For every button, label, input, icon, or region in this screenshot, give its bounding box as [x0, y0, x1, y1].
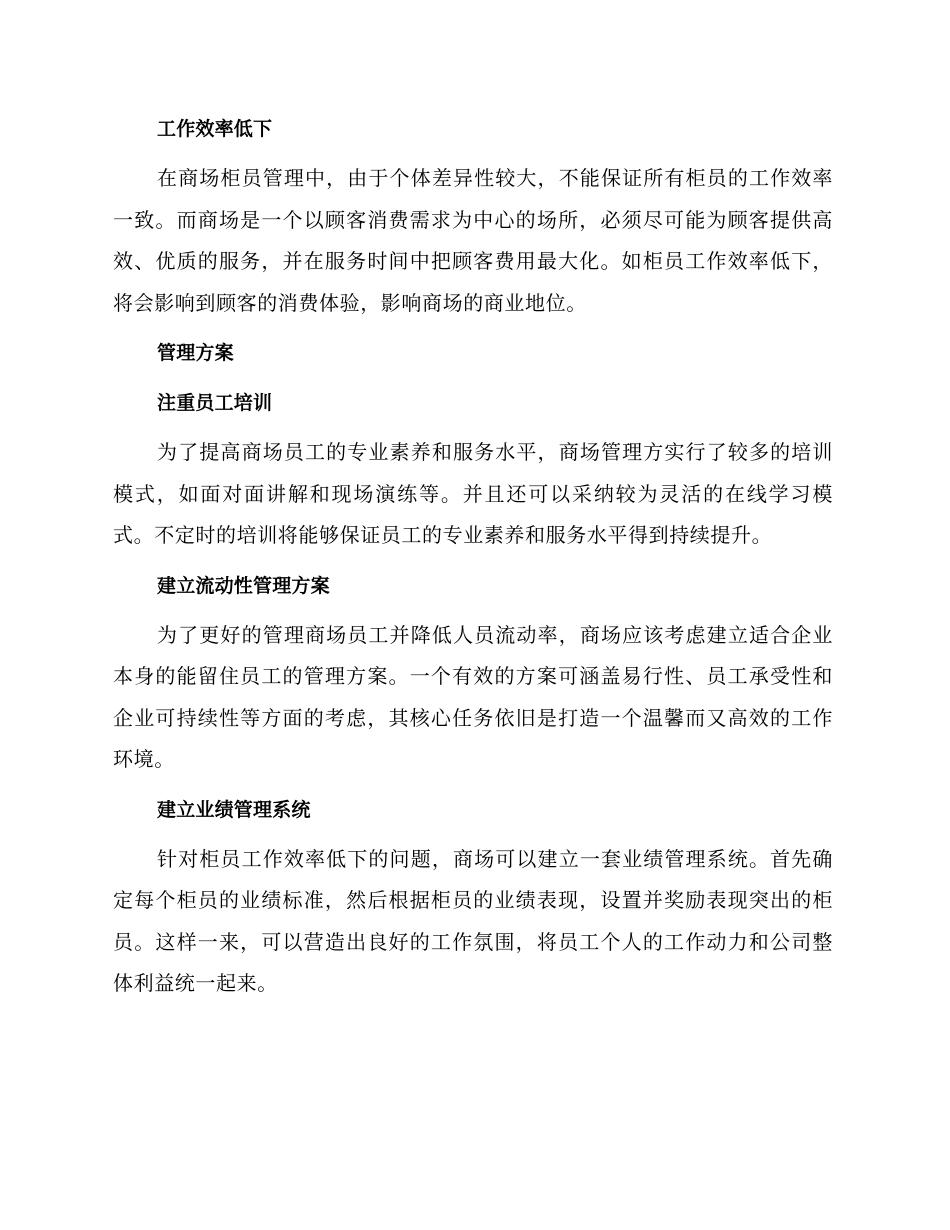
document-body [113, 108, 833, 1005]
section-heading-efficiency: 工作效率低下 [157, 118, 273, 140]
section-heading-retention: 建立流动性管理方案 [157, 574, 330, 597]
section-heading-training: 注重员工培训 [157, 392, 273, 414]
section-paragraph-training: 为了提高商场员工的专业素养和服务水平，商场管理方实行了较多的培训模式，如面对面讲解和现场演练等。并且还可以采纳较为灵活的在线学习模式。不定时的培训将能够保证员工的专业素养和服务水平得到持续提升。 [113, 440, 833, 547]
section-paragraph-retention: 为了更好的管理商场员工并降低人员流动率，商场应该考虑建立适合企业本身的能留住员工的管理方案。一个有效的方案可涵盖易行性、员工承受性和企业可持续性等方面的考虑，其核心任务依旧是打造一个温馨而又高效的工作环境。 [113, 622, 833, 771]
section-heading-management-plan: 管理方案 [157, 342, 234, 364]
section-heading-performance: 建立业绩管理系统 [157, 798, 311, 821]
section-paragraph-efficiency: 在商场柜员管理中，由于个体差异性较大，不能保证所有柜员的工作效率一致。而商场是一个以顾客消费需求为中心的场所，必须尽可能为顾客提供高效、优质的服务，并在服务时间中把顾客费用最大化。如柜员工作效率低下，将会影响到顾客的消费体验，影响商场的商业地位。 [113, 166, 833, 315]
section-paragraph-performance: 针对柜员工作效率低下的问题，商场可以建立一套业绩管理系统。首先确定每个柜员的业绩标准，然后根据柜员的业绩表现，设置并奖励表现突出的柜员。这样一来，可以营造出良好的工作氛围，将员工个人的工作动力和公司整体利益统一起来。 [113, 846, 833, 995]
